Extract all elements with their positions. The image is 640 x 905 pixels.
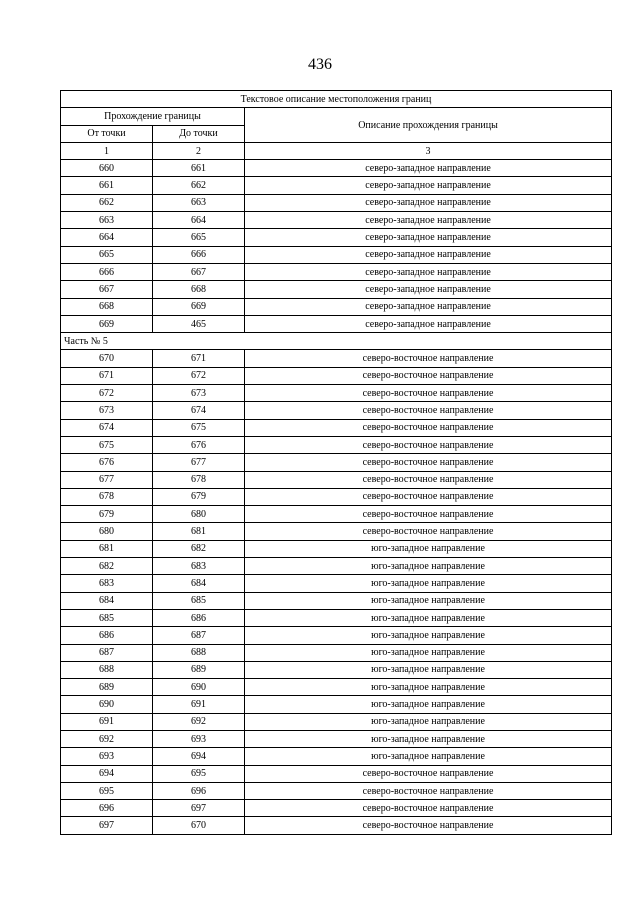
from-point-cell: 668 xyxy=(61,298,153,315)
to-point-cell: 661 xyxy=(153,160,245,177)
to-point-cell: 664 xyxy=(153,212,245,229)
description-cell: северо-восточное направление xyxy=(245,350,612,367)
table-title-row xyxy=(61,91,612,108)
table-row xyxy=(61,436,612,453)
from-point-cell: 666 xyxy=(61,263,153,280)
table-row xyxy=(61,315,612,332)
to-point-cell: 697 xyxy=(153,800,245,817)
description-cell: юго-западное направление xyxy=(245,627,612,644)
from-point-cell: 673 xyxy=(61,402,153,419)
table-row xyxy=(61,281,612,298)
table-row xyxy=(61,263,612,280)
description-cell: юго-западное направление xyxy=(245,558,612,575)
to-point-cell: 684 xyxy=(153,575,245,592)
description-cell: северо-западное направление xyxy=(245,315,612,332)
table-row xyxy=(61,748,612,765)
from-point-cell: 690 xyxy=(61,696,153,713)
table-row xyxy=(61,696,612,713)
description-cell: северо-западное направление xyxy=(245,298,612,315)
from-point-cell: 676 xyxy=(61,454,153,471)
to-point-cell: 692 xyxy=(153,713,245,730)
table-row xyxy=(61,419,612,436)
description-cell: северо-западное направление xyxy=(245,281,612,298)
description-cell: северо-западное направление xyxy=(245,212,612,229)
description-cell: северо-западное направление xyxy=(245,246,612,263)
to-point-cell: 681 xyxy=(153,523,245,540)
from-point-cell: 697 xyxy=(61,817,153,834)
table-row xyxy=(61,367,612,384)
from-point-header: От точки xyxy=(61,125,153,142)
column-number-row xyxy=(61,142,612,159)
to-point-cell: 666 xyxy=(153,246,245,263)
description-cell: северо-восточное направление xyxy=(245,782,612,799)
from-point-cell: 682 xyxy=(61,558,153,575)
from-point-cell: 662 xyxy=(61,194,153,211)
description-cell: юго-западное направление xyxy=(245,609,612,626)
table-row xyxy=(61,627,612,644)
description-cell: северо-восточное направление xyxy=(245,367,612,384)
from-point-cell: 677 xyxy=(61,471,153,488)
description-cell: северо-восточное направление xyxy=(245,385,612,402)
description-cell: северо-восточное направление xyxy=(245,506,612,523)
column-number-3: 3 xyxy=(245,142,612,159)
description-cell: северо-западное направление xyxy=(245,177,612,194)
to-point-cell: 688 xyxy=(153,644,245,661)
table-row xyxy=(61,558,612,575)
from-point-cell: 665 xyxy=(61,246,153,263)
from-point-cell: 687 xyxy=(61,644,153,661)
table-row xyxy=(61,488,612,505)
description-cell: северо-восточное направление xyxy=(245,817,612,834)
to-point-header: До точки xyxy=(153,125,245,142)
from-point-cell: 674 xyxy=(61,419,153,436)
page-number: 436 xyxy=(308,56,332,73)
to-point-cell: 665 xyxy=(153,229,245,246)
description-cell: северо-западное направление xyxy=(245,194,612,211)
description-cell: северо-восточное направление xyxy=(245,436,612,453)
from-point-cell: 669 xyxy=(61,315,153,332)
description-cell: северо-восточное направление xyxy=(245,419,612,436)
column-number-2: 2 xyxy=(153,142,245,159)
from-point-cell: 670 xyxy=(61,350,153,367)
table-row xyxy=(61,523,612,540)
table-row xyxy=(61,575,612,592)
to-point-cell: 679 xyxy=(153,488,245,505)
description-cell: северо-восточное направление xyxy=(245,402,612,419)
description-cell: юго-западное направление xyxy=(245,748,612,765)
table-row xyxy=(61,298,612,315)
from-point-cell: 683 xyxy=(61,575,153,592)
from-point-cell: 661 xyxy=(61,177,153,194)
from-point-cell: 693 xyxy=(61,748,153,765)
description-cell: северо-восточное направление xyxy=(245,800,612,817)
description-cell: юго-западное направление xyxy=(245,713,612,730)
to-point-cell: 680 xyxy=(153,506,245,523)
description-cell: юго-западное направление xyxy=(245,644,612,661)
table-row xyxy=(61,350,612,367)
from-point-cell: 667 xyxy=(61,281,153,298)
table-row xyxy=(61,471,612,488)
description-cell: северо-западное направление xyxy=(245,229,612,246)
table-row xyxy=(61,402,612,419)
to-point-cell: 669 xyxy=(153,298,245,315)
description-cell: северо-восточное направление xyxy=(245,471,612,488)
from-point-cell: 681 xyxy=(61,540,153,557)
to-point-cell: 674 xyxy=(153,402,245,419)
to-point-cell: 686 xyxy=(153,609,245,626)
from-point-cell: 678 xyxy=(61,488,153,505)
to-point-cell: 683 xyxy=(153,558,245,575)
from-point-cell: 675 xyxy=(61,436,153,453)
description-header: Описание прохождения границы xyxy=(245,108,612,143)
section-label: Часть № 5 xyxy=(61,333,612,350)
table-header-row xyxy=(61,108,612,125)
table-row xyxy=(61,592,612,609)
boundary-passage-header: Прохождение границы xyxy=(61,108,245,125)
from-point-cell: 696 xyxy=(61,800,153,817)
to-point-cell: 693 xyxy=(153,730,245,747)
table-row xyxy=(61,782,612,799)
table-body xyxy=(61,91,612,835)
from-point-cell: 685 xyxy=(61,609,153,626)
to-point-cell: 672 xyxy=(153,367,245,384)
to-point-cell: 662 xyxy=(153,177,245,194)
to-point-cell: 690 xyxy=(153,679,245,696)
section-row xyxy=(61,333,612,350)
table-row xyxy=(61,730,612,747)
description-cell: юго-западное направление xyxy=(245,661,612,678)
to-point-cell: 687 xyxy=(153,627,245,644)
from-point-cell: 664 xyxy=(61,229,153,246)
from-point-cell: 679 xyxy=(61,506,153,523)
description-cell: юго-западное направление xyxy=(245,575,612,592)
from-point-cell: 692 xyxy=(61,730,153,747)
to-point-cell: 691 xyxy=(153,696,245,713)
from-point-cell: 688 xyxy=(61,661,153,678)
from-point-cell: 663 xyxy=(61,212,153,229)
to-point-cell: 668 xyxy=(153,281,245,298)
description-cell: юго-западное направление xyxy=(245,679,612,696)
to-point-cell: 676 xyxy=(153,436,245,453)
description-cell: северо-восточное направление xyxy=(245,454,612,471)
description-cell: северо-восточное направление xyxy=(245,488,612,505)
to-point-cell: 694 xyxy=(153,748,245,765)
description-cell: юго-западное направление xyxy=(245,540,612,557)
table-row xyxy=(61,540,612,557)
from-point-cell: 695 xyxy=(61,782,153,799)
to-point-cell: 663 xyxy=(153,194,245,211)
to-point-cell: 678 xyxy=(153,471,245,488)
from-point-cell: 660 xyxy=(61,160,153,177)
description-cell: юго-западное направление xyxy=(245,592,612,609)
from-point-cell: 686 xyxy=(61,627,153,644)
to-point-cell: 670 xyxy=(153,817,245,834)
from-point-cell: 671 xyxy=(61,367,153,384)
to-point-cell: 696 xyxy=(153,782,245,799)
description-cell: северо-западное направление xyxy=(245,263,612,280)
from-point-cell: 672 xyxy=(61,385,153,402)
table-row xyxy=(61,713,612,730)
to-point-cell: 677 xyxy=(153,454,245,471)
table-row xyxy=(61,212,612,229)
from-point-cell: 691 xyxy=(61,713,153,730)
to-point-cell: 682 xyxy=(153,540,245,557)
column-number-1: 1 xyxy=(61,142,153,159)
to-point-cell: 673 xyxy=(153,385,245,402)
to-point-cell: 667 xyxy=(153,263,245,280)
description-cell: северо-восточное направление xyxy=(245,765,612,782)
to-point-cell: 465 xyxy=(153,315,245,332)
from-point-cell: 689 xyxy=(61,679,153,696)
table-row xyxy=(61,679,612,696)
description-cell: юго-западное направление xyxy=(245,730,612,747)
description-cell: юго-западное направление xyxy=(245,696,612,713)
table-row xyxy=(61,385,612,402)
table-row xyxy=(61,177,612,194)
table-row xyxy=(61,454,612,471)
table-row xyxy=(61,644,612,661)
table-row xyxy=(61,229,612,246)
table-row xyxy=(61,506,612,523)
table-row xyxy=(61,609,612,626)
boundary-description-table xyxy=(60,90,612,835)
description-cell: северо-восточное направление xyxy=(245,523,612,540)
from-point-cell: 694 xyxy=(61,765,153,782)
table-row xyxy=(61,800,612,817)
table-row xyxy=(61,765,612,782)
table-row xyxy=(61,661,612,678)
table-row xyxy=(61,246,612,263)
table-title: Текстовое описание местоположения границ xyxy=(61,91,612,108)
from-point-cell: 680 xyxy=(61,523,153,540)
from-point-cell: 684 xyxy=(61,592,153,609)
table-row xyxy=(61,160,612,177)
table-row xyxy=(61,817,612,834)
description-cell: северо-западное направление xyxy=(245,160,612,177)
to-point-cell: 671 xyxy=(153,350,245,367)
to-point-cell: 685 xyxy=(153,592,245,609)
to-point-cell: 675 xyxy=(153,419,245,436)
to-point-cell: 689 xyxy=(153,661,245,678)
table-row xyxy=(61,194,612,211)
to-point-cell: 695 xyxy=(153,765,245,782)
